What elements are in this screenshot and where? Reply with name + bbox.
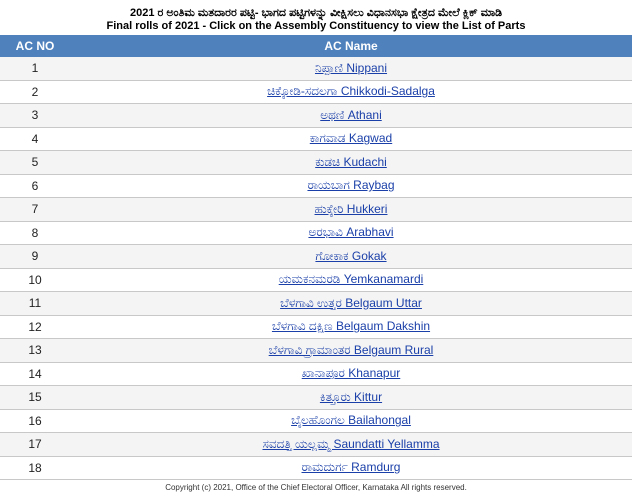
page-heading-kannada: 2021 ರ ಅಂತಿಮ ಮತದಾರರ ಪಟ್ಟಿ- ಭಾಗದ ಪಟ್ಟಿಗಳನ್ನು ವೀಕ್ಷಿಸಲು ವಿಧಾನಸಭಾ ಕ್ಷೇತ್ರದ ಮೇಲೆ ಕ್ಲಿಕ್ ಮಾಡಿ bbox=[129, 7, 503, 19]
constituency-link[interactable]: ಕುಡಚಿ Kudachi bbox=[315, 154, 387, 169]
ac-no-cell: 11 bbox=[0, 292, 70, 316]
table-row bbox=[0, 80, 632, 104]
table-row bbox=[0, 292, 632, 316]
constituency-link[interactable]: ರಾಮದುರ್ಗ Ramdurg bbox=[301, 460, 401, 475]
table-row bbox=[0, 456, 632, 480]
page-heading-english: Final rolls of 2021 - Click on the Assembly Constituency to view the List of Parts bbox=[106, 20, 526, 32]
table-row bbox=[0, 315, 632, 339]
table-row bbox=[0, 151, 632, 175]
ac-name-cell bbox=[70, 245, 632, 269]
ac-no-cell: 9 bbox=[0, 245, 70, 269]
table-row bbox=[0, 386, 632, 410]
constituency-link[interactable]: ಕಾಗವಾಡ Kagwad bbox=[309, 131, 393, 146]
ac-name-cell bbox=[70, 221, 632, 245]
constituency-link[interactable]: ನಿಪ್ಪಾಣಿ Nippani bbox=[314, 60, 388, 75]
ac-name-header: AC Name bbox=[70, 35, 632, 57]
ac-name-cell bbox=[70, 315, 632, 339]
table-row bbox=[0, 174, 632, 198]
table-row bbox=[0, 409, 632, 433]
table-row bbox=[0, 362, 632, 386]
ac-no-cell: 5 bbox=[0, 151, 70, 175]
table-row bbox=[0, 268, 632, 292]
ac-name-cell bbox=[70, 409, 632, 433]
constituency-link[interactable]: ಕಿತ್ತೂರು Kittur bbox=[319, 389, 383, 404]
constituency-link[interactable]: ಬೈಲಹೊಂಗಲ Bailahongal bbox=[291, 413, 411, 428]
table-row bbox=[0, 104, 632, 128]
table-row bbox=[0, 127, 632, 151]
constituency-link[interactable]: ಹುಕ್ಕೇರಿ Hukkeri bbox=[314, 201, 388, 216]
constituency-link[interactable]: ಯಮಕನಮರಡಿ Yemkanamardi bbox=[278, 272, 424, 287]
table-row bbox=[0, 198, 632, 222]
ac-no-cell: 4 bbox=[0, 127, 70, 151]
ac-name-cell bbox=[70, 80, 632, 104]
ac-no-cell: 3 bbox=[0, 104, 70, 128]
ac-name-cell bbox=[70, 127, 632, 151]
table-row bbox=[0, 57, 632, 80]
constituency-link[interactable]: ಖಾನಾಪೂರ Khanapur bbox=[301, 366, 401, 381]
ac-no-cell: 8 bbox=[0, 221, 70, 245]
ac-no-cell: 17 bbox=[0, 433, 70, 457]
ac-name-cell bbox=[70, 57, 632, 80]
constituency-link[interactable]: ಬೆಳಗಾವಿ ಗ್ರಾಮಾಂತರ Belgaum Rural bbox=[268, 342, 434, 357]
constituency-link[interactable]: ಅಥಣಿ Athani bbox=[320, 107, 382, 122]
ac-name-cell bbox=[70, 268, 632, 292]
ac-no-cell: 18 bbox=[0, 456, 70, 480]
constituency-link[interactable]: ಚಿಕ್ಕೋಡಿ-ಸದಲಗಾ Chikkodi-Sadalga bbox=[267, 84, 435, 99]
table-row bbox=[0, 221, 632, 245]
constituency-link[interactable]: ಬೆಳಗಾವಿ ದಕ್ಷಿಣ Belgaum Dakshin bbox=[271, 319, 431, 334]
constituency-link[interactable]: ಅರಭಾವಿ Arabhavi bbox=[308, 225, 394, 240]
table-header-row bbox=[0, 35, 632, 57]
ac-no-cell: 16 bbox=[0, 409, 70, 433]
ac-no-header: AC NO bbox=[0, 35, 70, 57]
ac-name-cell bbox=[70, 198, 632, 222]
ac-no-cell: 2 bbox=[0, 80, 70, 104]
ac-no-cell: 12 bbox=[0, 315, 70, 339]
constituency-table bbox=[0, 35, 632, 480]
constituency-link[interactable]: ಗೋಕಾಕ Gokak bbox=[315, 248, 387, 263]
constituency-link[interactable]: ಬೆಳಗಾವಿ ಉತ್ತರ Belgaum Uttar bbox=[280, 295, 422, 310]
ac-no-cell: 7 bbox=[0, 198, 70, 222]
ac-name-cell bbox=[70, 174, 632, 198]
constituency-link[interactable]: ಸವದತ್ತಿ ಯಲ್ಲಮ್ಮ Saundatti Yellamma bbox=[262, 436, 440, 451]
ac-name-cell bbox=[70, 104, 632, 128]
ac-name-cell bbox=[70, 386, 632, 410]
ac-no-cell: 1 bbox=[0, 57, 70, 80]
table-row bbox=[0, 339, 632, 363]
ac-name-cell bbox=[70, 433, 632, 457]
table-row bbox=[0, 433, 632, 457]
ac-name-cell bbox=[70, 456, 632, 480]
ac-no-cell: 6 bbox=[0, 174, 70, 198]
ac-no-cell: 15 bbox=[0, 386, 70, 410]
ac-no-cell: 13 bbox=[0, 339, 70, 363]
table-row bbox=[0, 245, 632, 269]
ac-name-cell bbox=[70, 292, 632, 316]
ac-name-cell bbox=[70, 362, 632, 386]
ac-no-cell: 14 bbox=[0, 362, 70, 386]
copyright-footer: Copyright (c) 2021, Office of the Chief Electoral Officer, Karnataka All rights reserved. bbox=[165, 483, 467, 492]
constituency-link[interactable]: ರಾಯಬಾಗ Raybag bbox=[307, 178, 395, 193]
ac-no-cell: 10 bbox=[0, 268, 70, 292]
ac-name-cell bbox=[70, 151, 632, 175]
ac-name-cell bbox=[70, 339, 632, 363]
